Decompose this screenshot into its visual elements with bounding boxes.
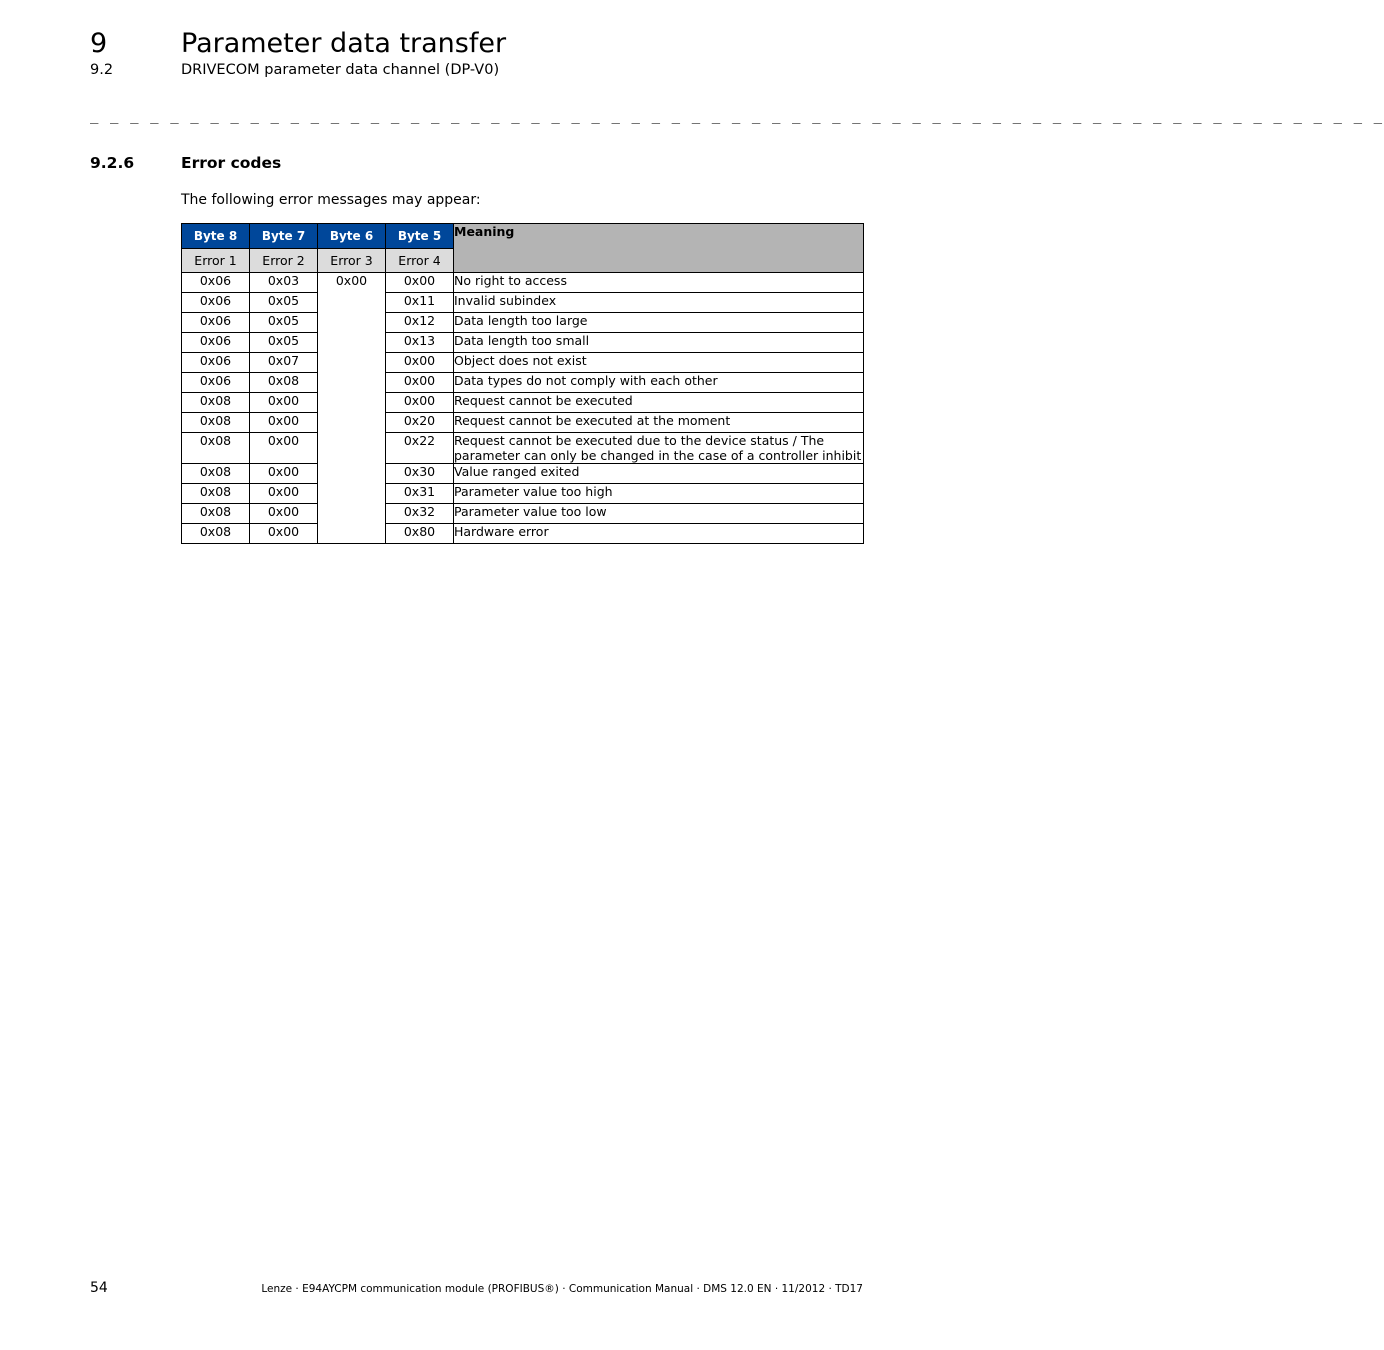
cell-byte-7: 0x00 (250, 504, 318, 524)
cell-byte-7: 0x00 (250, 524, 318, 544)
cell-byte-7: 0x00 (250, 484, 318, 504)
cell-byte-7: 0x00 (250, 393, 318, 413)
subchapter-title: DRIVECOM parameter data channel (DP-V0) (181, 62, 500, 78)
cell-byte-5: 0x11 (386, 293, 454, 313)
cell-byte-5: 0x30 (386, 464, 454, 484)
cell-byte-8: 0x06 (182, 293, 250, 313)
cell-byte-7: 0x05 (250, 313, 318, 333)
cell-byte-5: 0x22 (386, 433, 454, 464)
error-codes-table (181, 223, 864, 544)
cell-meaning: No right to access (454, 273, 864, 293)
cell-meaning: Data types do not comply with each other (454, 373, 864, 393)
header-byte-8: Byte 8 (182, 224, 250, 249)
cell-meaning: Request cannot be executed due to the device status / The parameter can only be changed in the case of a controller inhibit (454, 433, 864, 464)
table-row (182, 353, 864, 373)
cell-byte-5: 0x20 (386, 413, 454, 433)
cell-byte-8: 0x08 (182, 413, 250, 433)
cell-byte-8: 0x06 (182, 273, 250, 293)
table-row (182, 373, 864, 393)
cell-meaning: Data length too large (454, 313, 864, 333)
cell-byte-5: 0x00 (386, 393, 454, 413)
table-row (182, 524, 864, 544)
cell-meaning: Request cannot be executed at the moment (454, 413, 864, 433)
header-byte-5: Byte 5 (386, 224, 454, 249)
cell-byte-7: 0x00 (250, 433, 318, 464)
table-row (182, 333, 864, 353)
cell-byte-5: 0x80 (386, 524, 454, 544)
section-title: Error codes (181, 154, 282, 172)
cell-byte-8: 0x08 (182, 484, 250, 504)
cell-byte-5: 0x00 (386, 353, 454, 373)
header-byte-6: Byte 6 (318, 224, 386, 249)
table-row (182, 293, 864, 313)
cell-meaning: Parameter value too high (454, 484, 864, 504)
cell-byte-7: 0x07 (250, 353, 318, 373)
cell-meaning: Value ranged exited (454, 464, 864, 484)
section-intro: The following error messages may appear: (181, 192, 481, 208)
cell-byte-7: 0x05 (250, 293, 318, 313)
cell-meaning: Object does not exist (454, 353, 864, 373)
header-rule: _ _ _ _ _ _ _ _ _ _ _ _ _ _ _ _ _ _ _ _ _ _ _ _ _ _ _ _ _ _ _ _ _ _ _ _ _ _ _ _ _ _ _ _ _ _ _ _ _ _ _ _ _ _ _ _ _ _ _ _ _ _ _ _ _ (90, 108, 1384, 124)
table-row (182, 504, 864, 524)
cell-byte-7: 0x00 (250, 464, 318, 484)
cell-byte-8: 0x06 (182, 313, 250, 333)
cell-byte-7: 0x00 (250, 413, 318, 433)
cell-byte-8: 0x08 (182, 504, 250, 524)
cell-meaning: Invalid subindex (454, 293, 864, 313)
table-row (182, 273, 864, 293)
header-error-3: Error 3 (318, 249, 386, 273)
header-error-4: Error 4 (386, 249, 454, 273)
footer-text: Lenze · E94AYCPM communication module (PROFIBUS®) · Communication Manual · DMS 12.0 EN · 11/2012 · TD17 (261, 1283, 863, 1295)
cell-byte-8: 0x06 (182, 333, 250, 353)
cell-byte-7: 0x05 (250, 333, 318, 353)
header-error-2: Error 2 (250, 249, 318, 273)
chapter-title: Parameter data transfer (181, 28, 507, 59)
cell-byte-8: 0x08 (182, 393, 250, 413)
cell-byte-5: 0x00 (386, 373, 454, 393)
subchapter-number: 9.2 (90, 62, 114, 78)
table-row (182, 484, 864, 504)
cell-byte-7: 0x03 (250, 273, 318, 293)
cell-byte-5: 0x32 (386, 504, 454, 524)
cell-byte-7: 0x08 (250, 373, 318, 393)
byte-header-row (182, 224, 864, 249)
table-row (182, 313, 864, 333)
cell-byte-5: 0x13 (386, 333, 454, 353)
cell-byte-8: 0x08 (182, 433, 250, 464)
header-meaning: Meaning (454, 224, 864, 273)
table-row (182, 393, 864, 413)
cell-byte-6: 0x00 (318, 273, 386, 544)
header-error-1: Error 1 (182, 249, 250, 273)
table-row (182, 464, 864, 484)
table-row (182, 413, 864, 433)
table-row (182, 433, 864, 464)
cell-byte-8: 0x06 (182, 353, 250, 373)
cell-byte-5: 0x00 (386, 273, 454, 293)
cell-byte-8: 0x08 (182, 464, 250, 484)
section-number: 9.2.6 (90, 154, 135, 172)
cell-byte-5: 0x12 (386, 313, 454, 333)
cell-byte-8: 0x06 (182, 373, 250, 393)
cell-meaning: Request cannot be executed (454, 393, 864, 413)
cell-meaning: Data length too small (454, 333, 864, 353)
header-byte-7: Byte 7 (250, 224, 318, 249)
page-number: 54 (90, 1280, 108, 1296)
cell-meaning: Hardware error (454, 524, 864, 544)
cell-byte-5: 0x31 (386, 484, 454, 504)
chapter-number: 9 (90, 28, 108, 59)
cell-meaning: Parameter value too low (454, 504, 864, 524)
cell-byte-8: 0x08 (182, 524, 250, 544)
